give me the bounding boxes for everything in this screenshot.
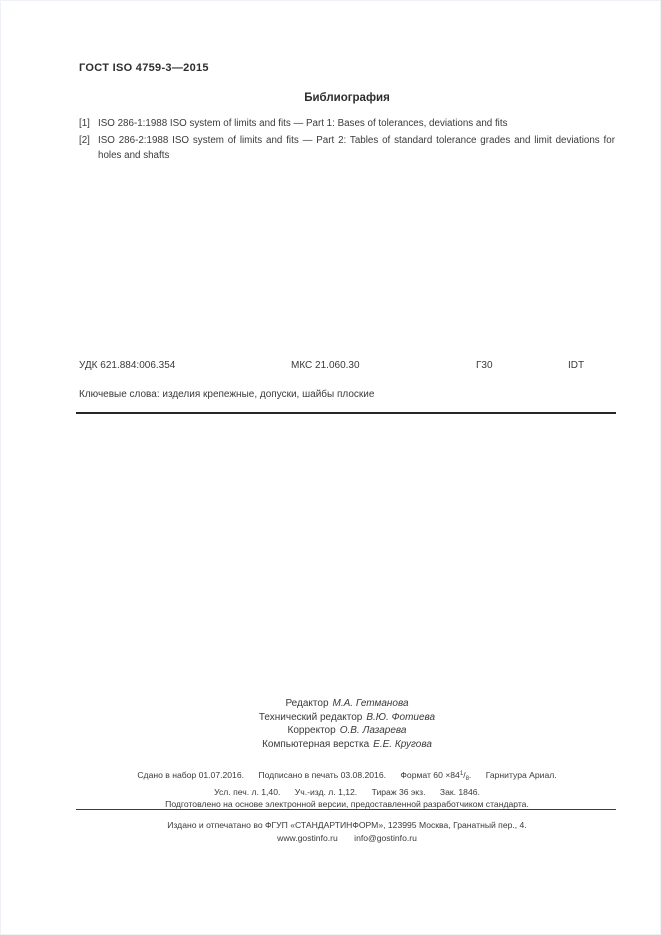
bib-entry-number: [1] <box>79 118 90 129</box>
credit-name: О.В. Лазарева <box>339 725 407 736</box>
credit-role: Корректор <box>287 725 336 736</box>
okp-code: Г30 <box>476 360 493 371</box>
credit-row <box>79 724 615 738</box>
bibliography-list <box>79 116 615 165</box>
imprint-order-number: Зак. 1846. <box>439 786 480 797</box>
credit-name: В.Ю. Фотиева <box>366 711 436 723</box>
credit-role: Редактор <box>285 698 329 709</box>
imprint-line-1 <box>63 768 631 786</box>
bibliography-entry <box>79 133 615 163</box>
bib-entry-text: ISO 286-2:1988 ISO system of limits and fits — Part 2: Tables of standard tolerance grades and limit deviations for holes and shafts <box>98 135 615 161</box>
keywords-line: Ключевые слова: изделия крепежные, допуски, шайбы плоские <box>79 389 375 400</box>
udk-code: УДК 621.884:006.354 <box>79 360 176 371</box>
imprint-block <box>63 768 631 811</box>
publisher-footer <box>79 819 615 844</box>
divider-rule-top <box>76 412 616 414</box>
imprint-line-3: Подготовлено на основе электронной версии, предоставленной разработчиком стандарта. <box>165 799 529 810</box>
credit-row <box>79 711 615 725</box>
imprint-circulation: Тираж 36 экз. <box>371 786 426 797</box>
idt-marker: IDT <box>568 360 585 371</box>
divider-rule-bottom <box>76 809 616 810</box>
bib-entry-text: ISO 286-1:1988 ISO system of limits and fits — Part 1: Bases of tolerances, deviations and fits <box>98 118 508 129</box>
credit-name: Е.Е. Кругова <box>373 738 432 750</box>
imprint-format: Формат $60 \times 84^1/_8$. <box>400 770 472 782</box>
imprint-print-date: Подписано в печать 03.08.2016. <box>258 770 386 780</box>
classification-row <box>79 360 615 374</box>
credit-row <box>79 697 615 711</box>
imprint-typeset-date: Сдано в набор 01.07.2016. <box>137 770 245 780</box>
publisher-address: Издано и отпечатано во ФГУП «СТАНДАРТИНФОРМ», 123995 Москва, Гранатный пер., 4. <box>167 820 527 830</box>
publisher-website: www.gostinfo.ru <box>277 832 338 843</box>
imprint-typeface: Гарнитура Ариал. <box>485 770 557 780</box>
publisher-contacts <box>79 832 615 845</box>
imprint-printed-sheets: Усл. печ. л. 1,40. <box>214 786 281 797</box>
bib-entry-number: [2] <box>79 135 90 146</box>
section-title-bibliography: Библиография <box>304 92 390 104</box>
imprint-line-2 <box>63 786 631 799</box>
credit-role: Компьютерная верстка <box>262 738 370 750</box>
bibliography-entry <box>79 116 615 131</box>
credit-row <box>79 738 615 752</box>
standard-number-header: ГОСТ ISO 4759-3—2015 <box>79 62 209 74</box>
credit-name: М.А. Гетманова <box>332 698 409 709</box>
editorial-credits <box>79 697 615 751</box>
imprint-publishing-sheets: Уч.-изд. л. 1,12. <box>294 786 358 797</box>
credit-role: Технический редактор <box>258 711 363 723</box>
mks-code: МКС 21.060.30 <box>291 360 360 371</box>
publisher-email: info@gostinfo.ru <box>354 832 417 843</box>
